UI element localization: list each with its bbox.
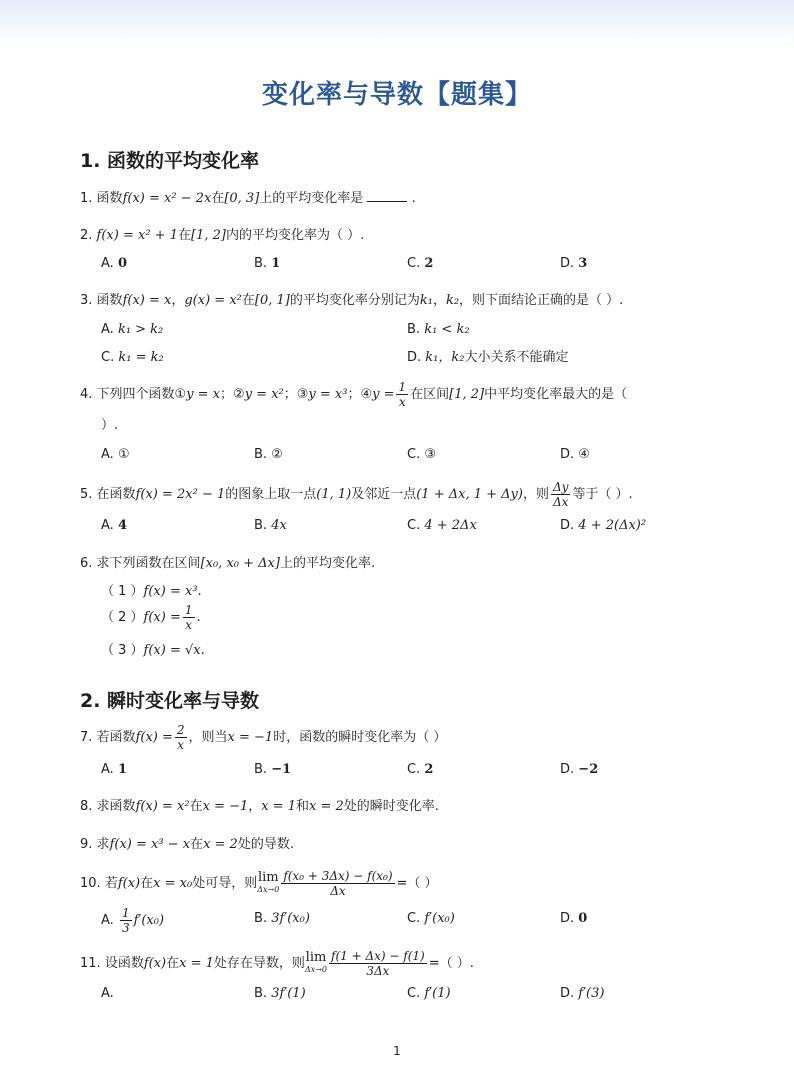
option-b: B. 1 xyxy=(254,256,281,271)
option-c: C. f′(x₀) xyxy=(407,911,455,926)
option-a: A. ① xyxy=(101,447,130,462)
question-7-options xyxy=(0,761,794,779)
question-number: 5. xyxy=(80,487,93,502)
question-5-options xyxy=(0,517,794,535)
fraction: $\frac{1}{x}$ xyxy=(184,603,193,632)
option-b: B. −1 xyxy=(254,762,292,777)
page-number: 1 xyxy=(393,1044,401,1058)
question-4-options xyxy=(0,446,794,464)
option-a: A. $\frac{1}{3}$ f′(x₀) xyxy=(101,906,165,935)
question-9: 9. 求f(x) = x³ − x在x = 2处的导数. xyxy=(80,837,294,852)
question-3: 3. 函数f(x) = x，g(x) = x²在[0, 1]的平均变化率分别记为k₁，k₂，则下面结论正确的是（ ）. xyxy=(80,293,624,308)
question-2-options xyxy=(0,255,794,273)
option-d: D. 4 + 2(Δx)² xyxy=(560,518,647,533)
question-number: 7. xyxy=(80,730,93,745)
question-4: 4. 下列四个函数①y = x；②y = x²；③y = x³；④y = $\frac{1}{x}$ 在区间[1, 2]中平均变化率最大的是（ xyxy=(80,380,628,409)
option-d: D. k₁，k₂大小关系不能确定 xyxy=(407,350,569,365)
limit-symbol: lim Δx→0 xyxy=(257,869,280,894)
option-a: A. 0 xyxy=(101,256,127,271)
fraction: $\frac{2}{x}$ xyxy=(176,723,185,752)
option-b: B. k₁ < k₂ xyxy=(407,322,470,337)
fraction: $\frac{1}{x}$ xyxy=(398,380,407,409)
fraction: $\frac{\text{f(x₀ + 3Δx) − f(x₀)}}{\Delta x}$ xyxy=(283,869,393,898)
question-11-options xyxy=(0,985,794,1003)
question-2: 2. f(x) = x² + 1在[1, 2]内的平均变化率为（ ）. xyxy=(80,228,365,243)
question-10-options xyxy=(0,906,794,935)
option-a: A. 1 xyxy=(101,762,127,777)
question-10: 10. 若f(x)在x = x₀处可导，则 lim Δx→0 $\frac{\text{f(x₀ + 3Δx) − f(x₀)}}{\Delta x}$ =（ ） xyxy=(80,869,438,898)
question-7: 7. 若函数f(x) = $\frac{2}{x}$ ，则当x = −1时，函数的瞬时变化率为（ ） xyxy=(80,723,447,752)
option-c: C. ③ xyxy=(407,447,437,462)
option-b: B. 3f′(1) xyxy=(254,986,306,1001)
question-number: 2. xyxy=(80,228,93,243)
fraction: $\frac{\Delta y}{\Delta x}$ xyxy=(552,480,569,509)
option-d: D. f′(3) xyxy=(560,986,605,1001)
question-number: 4. xyxy=(80,387,93,402)
option-b: B. 4x xyxy=(254,518,287,533)
answer-blank[interactable] xyxy=(367,189,407,202)
option-d: D. 0 xyxy=(560,911,588,926)
question-1: 1. 函数f(x) = x² − 2x在[0, 3]上的平均变化率是 . xyxy=(80,191,416,206)
question-4-cont: ）. xyxy=(101,418,119,433)
question-number: 11. xyxy=(80,956,101,971)
limit-symbol: lim Δx→0 xyxy=(304,949,328,974)
section-heading-1: 1. 函数的平均变化率 xyxy=(80,150,260,172)
page-title: 变化率与导数【题集】 xyxy=(261,80,532,110)
option-d: D. −2 xyxy=(560,762,599,777)
option-c: C. f′(1) xyxy=(407,986,451,1001)
question-number: 6. xyxy=(80,556,93,571)
option-b: B. ② xyxy=(254,447,283,462)
question-3-options-row2 xyxy=(0,349,794,367)
option-c: C. k₁ = k₂ xyxy=(101,350,164,365)
option-b: B. 3f′(x₀) xyxy=(254,911,310,926)
question-number: 8. xyxy=(80,799,93,814)
question-5: 5. 在函数f(x) = 2x² − 1的图象上取一点(1, 1)及邻近一点(1 + Δx, 1 + Δy)，则 $\frac{\Delta y}{\Delta x}$ 等于（ ）. xyxy=(80,480,633,509)
option-a: A. 4 xyxy=(101,518,127,533)
question-number: 1. xyxy=(80,191,93,206)
question-number: 9. xyxy=(80,837,93,852)
option-d: D. ④ xyxy=(560,447,590,462)
option-c: C. 2 xyxy=(407,762,434,777)
question-6-part-2: （ 2 ）f(x) = $\frac{1}{x}$ . xyxy=(101,603,201,632)
question-number: 3. xyxy=(80,293,93,308)
question-6-part-3: （ 3 ）f(x) = √x. xyxy=(101,643,205,658)
option-c: C. 2 xyxy=(407,256,434,271)
option-a: A. xyxy=(101,986,114,1001)
question-11: 11. 设函数f(x)在x = 1处存在导数，则 lim Δx→0 $\frac{f(1 + \Delta x) - f(1)}{3\Delta x}$ =（ ）. xyxy=(80,949,474,978)
question-6: 6. 求下列函数在区间[x₀, x₀ + Δx]上的平均变化率. xyxy=(80,556,376,571)
question-8: 8. 求函数f(x) = x²在x = −1，x = 1和x = 2处的瞬时变化率. xyxy=(80,799,439,814)
header-band xyxy=(0,0,794,44)
option-d: D. 3 xyxy=(560,256,588,271)
question-3-options-row1 xyxy=(0,321,794,339)
option-a: A. k₁ > k₂ xyxy=(101,322,164,337)
section-heading-2: 2. 瞬时变化率与导数 xyxy=(80,690,260,712)
fraction: $\frac{f(1 + \Delta x) - f(1)}{3\Delta x}$ xyxy=(331,949,425,978)
question-number: 10. xyxy=(80,876,101,891)
option-c: C. 4 + 2Δx xyxy=(407,518,477,533)
math-expression: f(x) = x² − 2x xyxy=(122,191,212,206)
question-6-part-1: （ 1 ）f(x) = x³. xyxy=(101,584,202,599)
